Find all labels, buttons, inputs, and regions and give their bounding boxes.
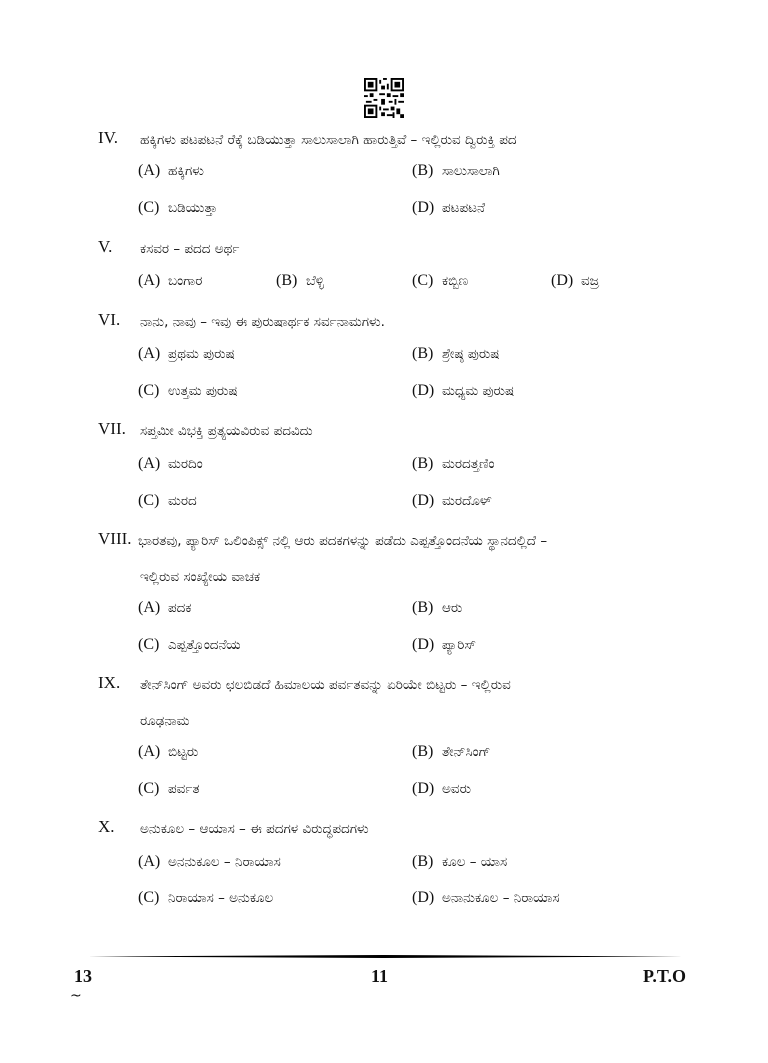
option-b bbox=[412, 743, 490, 761]
option-text: ತೇನ್‌ಸಿಂಗ್ bbox=[442, 744, 491, 760]
question-number: VIII. bbox=[98, 529, 132, 548]
option-label: (B) bbox=[276, 272, 298, 289]
option-text: ಹಕ್ಕಿಗಳು bbox=[168, 163, 204, 179]
option-text: ಮಧ್ಯಮ ಪುರುಷ bbox=[442, 383, 515, 399]
footer-rule bbox=[88, 955, 683, 958]
option-label: (A) bbox=[138, 599, 161, 616]
qr-code-icon bbox=[364, 78, 404, 118]
option-label: (A) bbox=[138, 853, 161, 870]
option-text: ಪ್ರಥಮ ಪುರುಷ bbox=[168, 346, 235, 362]
option-text: ಮರದೊಳ್ bbox=[442, 493, 492, 509]
question-text-continued: ಇಲ್ಲಿರುವ ಸಂಖ್ಯೇಯ ವಾಚಕ bbox=[140, 569, 261, 585]
option-label: (B) bbox=[412, 455, 434, 472]
option-label: (A) bbox=[138, 345, 161, 362]
option-text: ಮರದಿಂ bbox=[168, 456, 203, 472]
option-label: (C) bbox=[138, 199, 160, 216]
option-b bbox=[276, 272, 324, 290]
option-a bbox=[138, 743, 198, 761]
option-label: (D) bbox=[412, 780, 435, 797]
option-text: ಎಪ್ಪತ್ತೊಂದನೆಯ bbox=[168, 637, 241, 653]
option-label: (D) bbox=[412, 636, 435, 653]
option-label: (C) bbox=[138, 492, 160, 509]
question-number: VII. bbox=[98, 419, 126, 438]
option-c bbox=[138, 199, 217, 217]
option-label: (D) bbox=[412, 492, 435, 509]
option-text: ಕೂಲ – ಯಾಸ bbox=[442, 854, 508, 870]
option-text: ಬಿಟ್ಟರು bbox=[168, 744, 199, 760]
option-d bbox=[412, 636, 476, 654]
option-label: (B) bbox=[412, 743, 434, 760]
option-a bbox=[138, 345, 235, 363]
option-text: ಬಡಿಯುತ್ತಾ bbox=[168, 200, 218, 216]
option-label: (A) bbox=[138, 162, 161, 179]
option-label: (D) bbox=[412, 382, 435, 399]
option-c bbox=[138, 492, 197, 510]
option-d bbox=[412, 780, 471, 798]
footer-pto: P.T.O bbox=[643, 966, 687, 986]
option-label: (A) bbox=[138, 455, 161, 472]
option-b bbox=[412, 599, 462, 617]
option-label: (C) bbox=[412, 272, 434, 289]
option-text: ಶ್ರೇಷ್ಠ ಪುರುಷ bbox=[442, 346, 500, 362]
option-label: (B) bbox=[412, 345, 434, 362]
option-d bbox=[412, 382, 514, 400]
option-label: (A) bbox=[138, 743, 161, 760]
option-a bbox=[138, 599, 191, 617]
option-label: (C) bbox=[138, 889, 160, 906]
option-b bbox=[412, 853, 507, 871]
option-a bbox=[138, 162, 204, 180]
option-c bbox=[412, 272, 468, 290]
option-b bbox=[412, 345, 499, 363]
question-number: IV. bbox=[98, 128, 118, 147]
question-text: ಕಸವರ – ಪದದ ಅರ್ಥ bbox=[140, 241, 240, 257]
option-a bbox=[138, 272, 202, 290]
question-text: ನಾನು, ನಾವು – ಇವು ಈ ಪುರುಷಾರ್ಥಕ ಸರ್ವನಾಮಗಳು. bbox=[140, 314, 385, 330]
option-text: ಅನನುಕೂಲ – ನಿರಾಯಾಸ bbox=[168, 854, 281, 870]
option-text: ಪಟಪಟನೆ bbox=[442, 200, 485, 216]
option-b bbox=[412, 162, 500, 180]
question-text: ಭಾರತವು, ಪ್ಯಾರಿಸ್ ಒಲಿಂಪಿಕ್ಸ್ ನಲ್ಲಿ ಆರು ಪದಕಗಳನ್ನು ಪಡೆದು ಎಪ್ಪತ್ತೊಂದನೆಯ ಸ್ಥಾನದಲ್ಲಿದೆ – bbox=[138, 533, 548, 549]
option-text: ನಿರಾಯಾಸ – ಅನುಕೂಲ bbox=[168, 890, 274, 906]
option-text: ವಜ್ರ bbox=[581, 273, 600, 289]
option-d bbox=[412, 889, 560, 907]
question-text: ಸಪ್ತಮೀ ವಿಭಕ್ತಿ ಪ್ರತ್ಯಯವಿರುವ ಪದವಿದು bbox=[140, 423, 313, 439]
footer-mark: ~ bbox=[70, 988, 82, 1004]
option-text: ಸಾಲುಸಾಲಾಗಿ bbox=[442, 163, 500, 179]
option-text: ಮರದತ್ತಣಿಂ bbox=[442, 456, 495, 472]
question-number: X. bbox=[98, 817, 115, 836]
option-label: (B) bbox=[412, 599, 434, 616]
option-text: ಪ್ಯಾರಿಸ್ bbox=[442, 637, 476, 653]
question-number: IX. bbox=[98, 673, 121, 692]
option-d bbox=[412, 199, 485, 217]
option-a bbox=[138, 853, 281, 871]
question-text-continued: ರೂಢನಾಮ bbox=[140, 713, 190, 729]
option-label: (C) bbox=[138, 636, 160, 653]
option-text: ಅವರು bbox=[442, 781, 471, 797]
option-label: (B) bbox=[412, 162, 434, 179]
option-c bbox=[138, 889, 273, 907]
option-a bbox=[138, 455, 203, 473]
question-text: ಹಕ್ಕಿಗಳು ಪಟಪಟನೆ ರೆಕ್ಕೆ ಬಡಿಯುತ್ತಾ ಸಾಲುಸಾಲಾಗಿ ಹಾರುತ್ತಿವೆ – ಇಲ್ಲಿರುವ ದ್ವಿರುಕ್ತಿ ಪದ bbox=[140, 132, 517, 148]
page-number: 11 bbox=[371, 966, 389, 986]
option-c bbox=[138, 780, 199, 798]
option-label: (A) bbox=[138, 272, 161, 289]
option-text: ಪರ್ವತ bbox=[168, 781, 200, 797]
option-text: ಉತ್ತಮ ಪುರುಷ bbox=[168, 383, 238, 399]
option-label: (D) bbox=[412, 199, 435, 216]
option-text: ಪದಕ bbox=[168, 600, 192, 616]
question-number: V. bbox=[98, 237, 113, 256]
option-d bbox=[551, 272, 599, 290]
option-label: (C) bbox=[138, 780, 160, 797]
option-label: (D) bbox=[551, 272, 574, 289]
option-text: ಆರು bbox=[442, 600, 463, 616]
question-text: ಅನುಕೂಲ – ಆಯಾಸ – ಈ ಪದಗಳ ವಿರುದ್ಧಪದಗಳು bbox=[140, 821, 369, 837]
option-text: ಮರದ bbox=[168, 493, 197, 509]
option-b bbox=[412, 455, 495, 473]
option-c bbox=[138, 382, 238, 400]
footer-left: 13 bbox=[74, 966, 92, 986]
option-label: (B) bbox=[412, 853, 434, 870]
option-text: ಬಂಗಾರ bbox=[168, 273, 203, 289]
option-text: ಕಬ್ಬಿಣ bbox=[442, 273, 469, 289]
question-number: VI. bbox=[98, 310, 121, 329]
option-label: (D) bbox=[412, 889, 435, 906]
option-d bbox=[412, 492, 492, 510]
option-label: (C) bbox=[138, 382, 160, 399]
option-c bbox=[138, 636, 241, 654]
option-text: ಅನಾನುಕೂಲ – ನಿರಾಯಾಸ bbox=[442, 890, 560, 906]
option-text: ಬೆಳ್ಳಿ bbox=[306, 273, 324, 289]
question-text: ತೇನ್‌ಸಿಂಗ್ ಅವರು ಛಲಬಿಡದೆ ಹಿಮಾಲಯ ಪರ್ವತವನ್ನು ಏರಿಯೇ ಬಿಟ್ಟರು – ಇಲ್ಲಿರುವ bbox=[140, 677, 511, 693]
